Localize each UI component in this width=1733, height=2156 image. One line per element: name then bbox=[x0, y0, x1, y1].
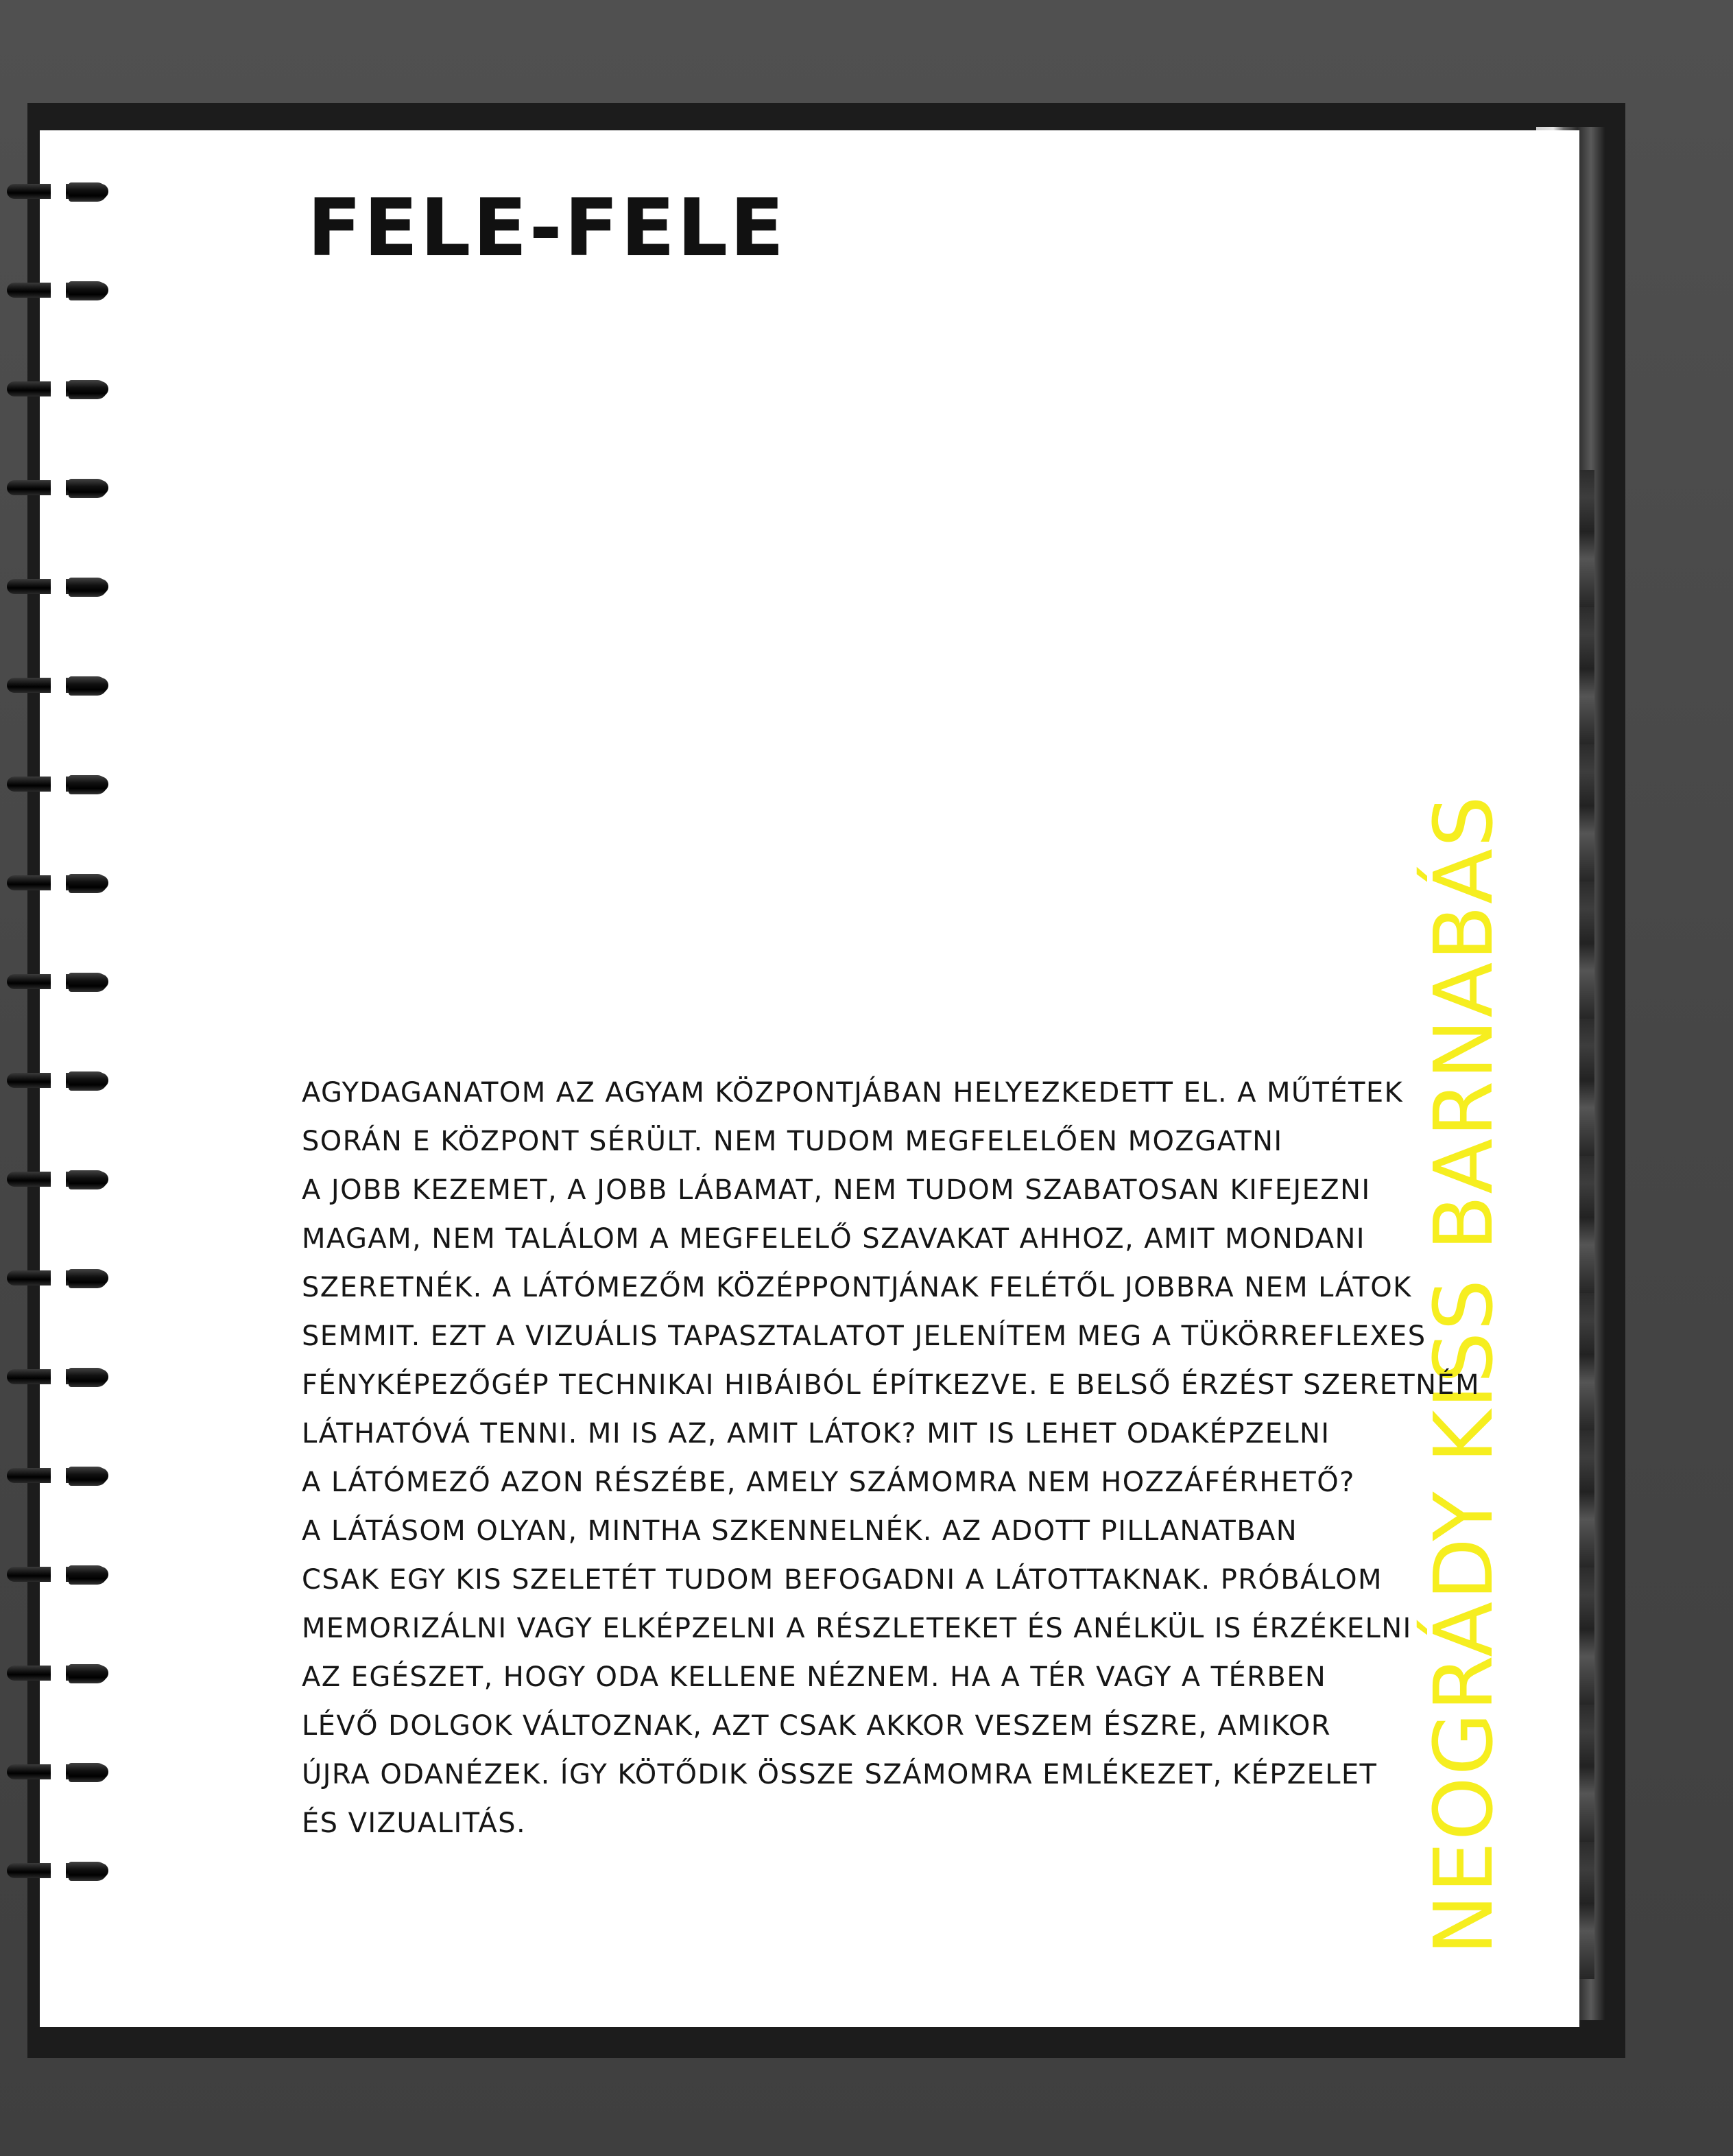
body-line: A LÁTÁSOM OLYAN, MINTHA SZKENNELNÉK. AZ ADOTT PILLANATBAN bbox=[302, 1515, 1298, 1547]
body-line: AZ EGÉSZET, HOGY ODA KELLENE NÉZNEM. HA A TÉR VAGY A TÉRBEN bbox=[302, 1661, 1327, 1693]
body-line: A JOBB KEZEMET, A JOBB LÁBAMAT, NEM TUDOM SZABATOSAN KIFEJEZNI bbox=[302, 1174, 1371, 1206]
spiral-coil bbox=[7, 671, 108, 702]
spiral-coil bbox=[7, 473, 108, 505]
body-line: FÉNYKÉPEZŐGÉP TECHNIKAI HIBÁIBÓL ÉPÍTKEZVE. E BELSŐ ÉRZÉST SZERETNÉM bbox=[302, 1369, 1480, 1401]
spiral-coil bbox=[7, 1560, 108, 1591]
spiral-coil bbox=[7, 1757, 108, 1789]
body-paragraph bbox=[302, 1069, 1481, 1848]
spiral-binding bbox=[0, 0, 110, 2156]
body-line: A LÁTÓMEZŐ AZON RÉSZÉBE, AMELY SZÁMOMRA NEM HOZZÁFÉRHETŐ? bbox=[302, 1467, 1355, 1498]
author-name-vertical: NEOGRÁDY KISS BARNABÁS bbox=[1416, 794, 1511, 1955]
body-line: SORÁN E KÖZPONT SÉRÜLT. NEM TUDOM MEGFELELŐEN MOZGATNI bbox=[302, 1126, 1283, 1157]
spiral-coil bbox=[7, 375, 108, 406]
spiral-coil bbox=[7, 1264, 108, 1295]
spiral-coil bbox=[7, 572, 108, 604]
page-title: FELE-FELE bbox=[307, 182, 787, 274]
spiral-coil bbox=[7, 1165, 108, 1196]
spiral-coil bbox=[7, 770, 108, 801]
body-line: LÁTHATÓVÁ TENNI. MI IS AZ, AMIT LÁTOK? MIT IS LEHET ODAKÉPZELNI bbox=[302, 1418, 1330, 1449]
body-line: SEMMIT. EZT A VIZUÁLIS TAPASZTALATOT JELENÍTEM MEG A TÜKÖRREFLEXES bbox=[302, 1320, 1426, 1352]
body-line: MAGAM, NEM TALÁLOM A MEGFELELŐ SZAVAKAT AHHOZ, AMIT MONDANI bbox=[302, 1223, 1365, 1255]
body-line: SZERETNÉK. A LÁTÓMEZŐM KÖZÉPPONTJÁNAK FELÉTŐL JOBBRA NEM LÁTOK bbox=[302, 1272, 1412, 1303]
spiral-coil bbox=[7, 1362, 108, 1394]
body-line: AGYDAGANATOM AZ AGYAM KÖZPONTJÁBAN HELYEZKEDETT EL. A MŰTÉTEK bbox=[302, 1077, 1404, 1109]
spiral-coil bbox=[7, 1659, 108, 1690]
body-line: MEMORIZÁLNI VAGY ELKÉPZELNI A RÉSZLETEKET ÉS ANÉLKÜL IS ÉRZÉKELNI bbox=[302, 1613, 1412, 1644]
spiral-coil bbox=[7, 1856, 108, 1888]
spiral-coil bbox=[7, 1066, 108, 1098]
spiral-coil bbox=[7, 868, 108, 900]
spiral-coil bbox=[7, 967, 108, 999]
spiral-coil bbox=[7, 276, 108, 307]
spiral-coil bbox=[7, 1461, 108, 1493]
body-line: ÚJRA ODANÉZEK. ÍGY KÖTŐDIK ÖSSZE SZÁMOMRA EMLÉKEZET, KÉPZELET bbox=[302, 1759, 1378, 1790]
body-line: ÉS VIZUALITÁS. bbox=[302, 1808, 527, 1839]
body-line: CSAK EGY KIS SZELETÉT TUDOM BEFOGADNI A LÁTOTTAKNAK. PRÓBÁLOM bbox=[302, 1564, 1383, 1596]
body-line: LÉVŐ DOLGOK VÁLTOZNAK, AZT CSAK AKKOR VESZEM ÉSZRE, AMIKOR bbox=[302, 1710, 1331, 1742]
spiral-coil bbox=[7, 177, 108, 209]
